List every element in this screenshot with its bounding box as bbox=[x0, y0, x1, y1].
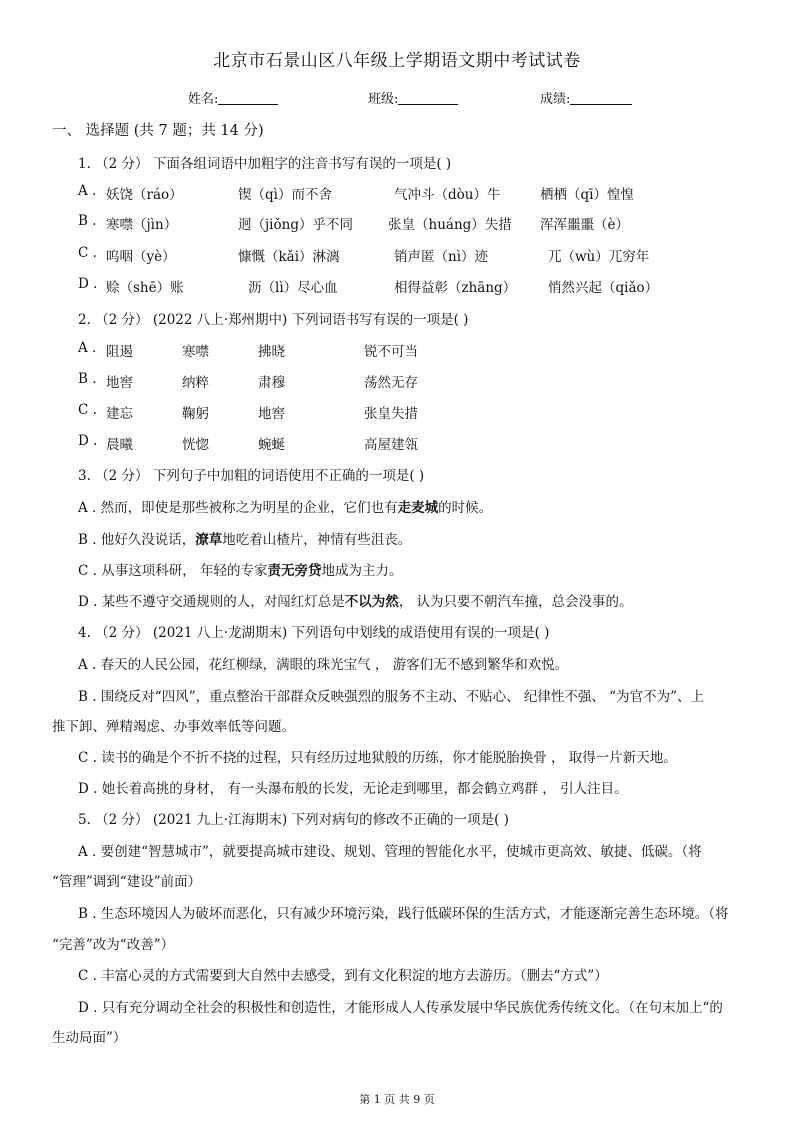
q1-option-a-item: 气冲斗（dòu）牛 bbox=[394, 187, 501, 203]
q5-option-b-line1[interactable]: B . 生态环境因人为破坏而恶化，只有减少环境污染，践行低碳环保的生活方式，才能逐渐完善生态环境。（将 bbox=[78, 906, 729, 922]
q2-b-word: 纳粹 bbox=[182, 375, 209, 391]
question-5-stem: 5. （2 分） (2021 九上·江海期末) 下列对病句的修改不正确的一项是( ) bbox=[78, 812, 509, 828]
q4-option-c[interactable]: C . 读书的确是个不折不挠的过程，只有经历过地狱般的历练，你才能脱胎换骨 ， 取得一片新天地。 bbox=[78, 750, 677, 766]
page-footer: 第 1 页 共 9 页 bbox=[359, 1093, 435, 1106]
q3-option-b[interactable] bbox=[78, 528, 411, 548]
q4-option-a[interactable]: A . 春天的人民公园，花红柳绿，满眼的珠光宝气 ， 游客们无不感到繁华和欢悦。 bbox=[78, 657, 569, 673]
q1-option-a-item: 锲（qì）而不舍 bbox=[238, 187, 332, 203]
name-label: 姓名: bbox=[188, 92, 219, 107]
q5-option-b-line2: “完善”改为“改善”） bbox=[52, 937, 175, 953]
q1-option-a-label[interactable]: A . bbox=[78, 183, 97, 199]
q3-d-bold: 不以为然 bbox=[344, 594, 399, 610]
q2-c-word: 鞠躬 bbox=[182, 406, 209, 422]
q1-option-c-item: 兀（wù）兀穷年 bbox=[548, 249, 650, 265]
q4-option-d[interactable]: D . 她长着高挑的身材， 有一头瀑布般的长发，无论走到哪里，都会鹤立鸡群 ， 引人注目。 bbox=[78, 781, 628, 797]
class-blank bbox=[398, 91, 458, 105]
q2-a-word: 拂晓 bbox=[258, 344, 285, 360]
q2-c-word: 建忘 bbox=[106, 406, 133, 422]
q2-b-word: 肃穆 bbox=[258, 375, 285, 391]
q4-option-b-line2: 推下卸、殚精竭虑、办事效率低等问题。 bbox=[52, 719, 295, 735]
q2-option-d-label[interactable]: D . bbox=[78, 433, 98, 449]
q2-a-word: 阻遏 bbox=[106, 344, 133, 360]
q2-d-word: 恍惚 bbox=[182, 437, 209, 453]
q3-a-bold: 走麦城 bbox=[397, 500, 439, 516]
q2-d-word: 晨曦 bbox=[106, 437, 133, 453]
q1-option-b-item: 迥（jiǒng）乎不同 bbox=[238, 217, 353, 233]
q3-c-text-end: 地成为主力。 bbox=[321, 563, 403, 579]
q3-c-bold: 责无旁贷 bbox=[267, 563, 322, 579]
q1-option-a-item: 栖栖（qī）惶惶 bbox=[540, 187, 634, 203]
name-field[interactable] bbox=[188, 88, 278, 107]
q1-option-b-item: 浑浑噩噩（è） bbox=[540, 217, 629, 233]
q3-option-a[interactable] bbox=[78, 496, 492, 516]
class-label: 班级: bbox=[368, 92, 399, 107]
q1-option-b-item: 寒噤（jìn） bbox=[106, 217, 178, 233]
q2-b-word: 荡然无存 bbox=[364, 375, 418, 391]
question-3-stem: 3. （2 分） 下列句子中加粗的词语使用不正确的一项是( ) bbox=[78, 468, 425, 484]
class-field[interactable] bbox=[368, 88, 458, 107]
q2-c-word: 地窖 bbox=[258, 406, 285, 422]
q5-option-a-line1[interactable]: A . 要创建“智慧城市”，就要提高城市建设、规划、管理的智能化水平，使城市更高效、敏捷、低碳。（将 bbox=[78, 844, 702, 860]
q2-d-word: 高屋建瓴 bbox=[364, 437, 418, 453]
page-title: 北京市石景山区八年级上学期语文期中考试试卷 bbox=[213, 51, 581, 71]
q1-option-b-item: 张皇（huáng）失措 bbox=[388, 217, 512, 233]
q1-option-d-label[interactable]: D . bbox=[78, 276, 98, 292]
q1-option-d-item: 沥（lì）尽心血 bbox=[248, 280, 338, 296]
score-field[interactable] bbox=[540, 88, 632, 107]
q3-b-bold: 潦草 bbox=[195, 532, 223, 548]
q1-option-c-item: 呜咽（yè） bbox=[106, 249, 176, 265]
q1-option-d-item: 赊（shē）账 bbox=[106, 280, 184, 296]
q2-b-word: 地窖 bbox=[106, 375, 133, 391]
q2-a-word: 寒噤 bbox=[182, 344, 209, 360]
section-heading: 一、 选择题 (共 7 题；共 14 分) bbox=[52, 123, 264, 139]
q3-option-d[interactable] bbox=[78, 590, 633, 610]
q1-option-c-label[interactable]: C . bbox=[78, 245, 97, 261]
q3-d-text: D . 某些不遵守交通规则的人，对闯红灯总是 bbox=[78, 594, 345, 610]
q3-d-text-end: ， 认为只要不朝汽车撞，总会没事的。 bbox=[398, 594, 633, 610]
q5-option-a-line2: “管理”调到“建设”前面） bbox=[52, 874, 202, 890]
question-4-stem: 4. （2 分） (2021 八上·龙湖期末) 下列语句中划线的成语使用有误的一项是( ) bbox=[78, 625, 550, 641]
q2-option-b-label[interactable]: B . bbox=[78, 371, 97, 387]
q3-b-text-end: 地吃着山楂片，神情有些沮丧。 bbox=[222, 532, 412, 548]
q1-option-c-item: 销声匿（nì）迹 bbox=[394, 249, 489, 265]
q3-b-text: B . 他好久没说话， bbox=[78, 532, 196, 548]
q2-d-word: 蜿蜒 bbox=[258, 437, 285, 453]
q3-a-text: A . 然而，即使是那些被称之为明星的企业，它们也有 bbox=[78, 500, 398, 516]
q1-option-d-item: 相得益彰（zhāng） bbox=[394, 280, 517, 296]
q1-option-a-item: 妖饶（ráo） bbox=[106, 187, 183, 203]
q3-c-text: C . 从事这项科研， 年轻的专家 bbox=[78, 563, 268, 579]
q2-option-a-label[interactable]: A . bbox=[78, 340, 97, 356]
score-label: 成绩: bbox=[540, 92, 571, 107]
question-2-stem: 2. （2 分） (2022 八上·郑州期中) 下列词语书写有误的一项是( ) bbox=[78, 312, 469, 328]
score-blank bbox=[570, 91, 632, 105]
q2-option-c-label[interactable]: C . bbox=[78, 402, 97, 418]
q2-a-word: 锐不可当 bbox=[364, 344, 418, 360]
q1-option-d-item: 悄然兴起（qiǎo） bbox=[548, 280, 659, 296]
name-blank bbox=[218, 91, 278, 105]
q3-a-text-end: 的时候。 bbox=[438, 500, 493, 516]
q4-option-b-line1[interactable]: B . 围绕反对“四风”，重点整治干部群众反映强烈的服务不主动、不贴心、 纪律性不强、 “为官不为”、上 bbox=[78, 689, 704, 705]
q5-option-d-line1[interactable]: D . 只有充分调动全社会的积极性和创造性，才能形成人人传承发展中华民族优秀传统文化。（在句末加上“的 bbox=[78, 1000, 723, 1016]
q5-option-d-line2: 生动局面”） bbox=[52, 1030, 127, 1046]
q2-c-word: 张皇失措 bbox=[364, 406, 418, 422]
q3-option-c[interactable] bbox=[78, 559, 403, 579]
question-1-stem: 1. （2 分） 下面各组词语中加粗字的注音书写有误的一项是( ) bbox=[78, 156, 452, 172]
q1-option-c-item: 慷慨（kǎi）淋漓 bbox=[238, 249, 340, 265]
q5-option-c[interactable]: C . 丰富心灵的方式需要到大自然中去感受，到有文化积淀的地方去游历。（删去“方式”） bbox=[78, 968, 608, 984]
q1-option-b-label[interactable]: B . bbox=[78, 213, 97, 229]
